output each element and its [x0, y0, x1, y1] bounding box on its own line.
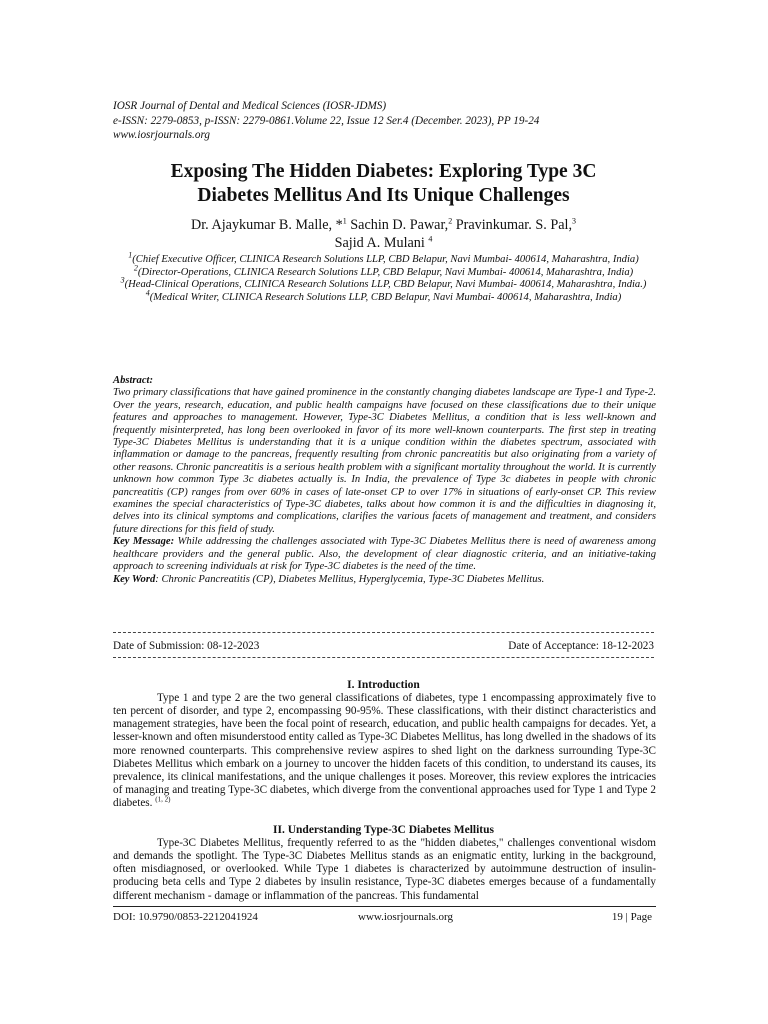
key-message [113, 536, 656, 573]
abstract-section [113, 375, 656, 586]
introduction-paragraph [113, 692, 656, 810]
section-heading-understanding: II. Understanding Type-3C Diabetes Mellitus [273, 824, 494, 836]
abstract-text: Two primary classifications that have gained prominence in the constantly changing diabetes landscape are Type-1 and Type-2. Over the years, research, education, and public health campaigns have focused on these classifications due to their unique features and approaches to management. However, Type-3C Diabetes Mellitus, a condition that is less well-known and frequently misinterpreted, has long been overlooked in favor of its more well-known counterparts. The first step in treating Type-3C Diabetes Mellitus is understanding that it is a unique condition within the diabetes spectrum, associated with inflammation or damage to the pancreas, frequently resulting from chronic pancreatitis but also originating from a variety of other reasons. Chronic pancreatitis is a serious health problem with a significant mortality throughout the world. It is currently unknown how common Type 3c diabetes actually is. In India, the prevalence of Type 3c diabetes in people with chronic pancreatitis (CP) ranges from over 60% in cases of late-onset CP to over 17% in situations of early-onset CP. This review examines the special characteristics of Type-3C diabetes, talks about how common it is and the difficulties in diagnosing it, delves into its clinical symptoms and complications, clarifies the various facets of management and treatment, and considers future directions for this field of study. [113, 387, 656, 535]
author-line-1 [113, 216, 654, 234]
affiliation-3-text: (Head-Clinical Operations, CLINICA Research Solutions LLP, CBD Belapur, Navi Mumbai- 400614, Maharashtra, India.) [124, 279, 647, 291]
author-3: Pravinkumar. S. Pal, [452, 217, 572, 233]
divider-bottom [113, 657, 654, 658]
understanding-paragraph: Type-3C Diabetes Mellitus, frequently referred to as the "hidden diabetes," challenges conventional wisdom and demands the spotlight. The Type-3C Diabetes Mellitus stands as an enigmatic entity, lurking in the background, often misdiagnosed, or overlooked. While Type 1 diabetes is characterized by autoimmune destruction of insulin-producing beta cells and Type 2 diabetes by insulin resistance, Type-3C diabetes emerges because of a fundamentally different mechanism - damage or inflammation of the pancreas. This fundamental [113, 837, 656, 902]
section-heading-introduction: I. Introduction [347, 679, 420, 691]
journal-name: IOSR Journal of Dental and Medical Sciences (IOSR-JDMS) [113, 100, 387, 112]
footer-doi[interactable]: DOI: 10.9790/0853-2212041924 [113, 911, 258, 923]
footer-page-number: 19 | Page [611, 911, 652, 923]
author-2-affil: 2 [448, 216, 453, 226]
affiliation-4-num: 4 [145, 288, 150, 298]
key-message-text: While addressing the challenges associated with Type-3C Diabetes Mellitus there is need of awareness among healthcare providers and the general public. Also, the development of clear diagnostic criteria, and an initiative-taking approach to screening individuals at risk for Type-3C diabetes is the need of the time. [113, 536, 656, 573]
introduction-text: Type 1 and type 2 are the two general classifications of diabetes, type 1 encompassing approximately five to ten percent of disorder, and type 2, encompassing 90-95%. These classifications, with their distinct characteristics and management strategies, have been the focal point of research, education, and public health campaigns for decades. Yet, a lesser-known and often misunderstood entity called as Type-3C Diabetes Mellitus, has long dwelled in the shadows of its more renowned counterparts. This comprehensive review aspires to shed light on the darkness surrounding Type-3C Diabetes Mellitus which embark on a journey to uncover the hidden facets of this condition, to understand its causes, its prevalence, its clinical manifestations, and the unique challenges it poses. Moreover, this review explores the intricacies of managing and treating Type-3C diabetes, which diverge from the conventional approaches used for Type 1 and Type 2 diabetes. [113, 692, 656, 810]
affiliation-1-text: (Chief Executive Officer, CLINICA Research Solutions LLP, CBD Belapur, Navi Mumbai- 400614, Maharashtra, India) [132, 254, 639, 265]
divider-top [113, 632, 654, 633]
title-line-1: Exposing The Hidden Diabetes: Exploring Type 3C [170, 161, 597, 182]
journal-header [113, 99, 658, 143]
date-of-submission: Date of Submission: 08-12-2023 [113, 640, 260, 652]
author-line-2 [113, 234, 654, 252]
journal-website[interactable]: www.iosrjournals.org [113, 129, 210, 141]
key-words [113, 574, 656, 586]
author-4-affil: 4 [428, 234, 433, 244]
author-4: Sajid A. Mulani [334, 235, 429, 251]
key-message-label: Key Message: [113, 536, 175, 548]
affiliation-1-num: 1 [128, 250, 133, 260]
footer-divider [113, 906, 656, 907]
journal-issn: e-ISSN: 2279-0853, p-ISSN: 2279-0861.Volume 22, Issue 12 Ser.4 (December. 2023), PP 19-24 [113, 114, 540, 127]
author-3-affil: 3 [572, 216, 576, 226]
affiliation-2 [113, 263, 654, 280]
date-of-acceptance: Date of Acceptance: 18-12-2023 [508, 640, 654, 652]
author-list [113, 216, 654, 252]
affiliation-4 [113, 288, 654, 305]
affiliation-2-text: (Director-Operations, CLINICA Research Solutions LLP, CBD Belapur, Navi Mumbai- 400614, Maharashtra, India) [137, 266, 634, 278]
abstract-label: Abstract: [113, 375, 154, 386]
author-1: Dr. Ajaykumar B. Malle, * [190, 217, 343, 233]
affiliation-3 [113, 275, 654, 292]
affiliation-3-num: 3 [120, 275, 125, 285]
introduction-citation[interactable]: (1, 2) [155, 795, 171, 804]
title-line-2: Diabetes Mellitus And Its Unique Challenges [197, 185, 570, 206]
affiliation-1 [113, 250, 654, 267]
key-word-label: Key Word [113, 573, 156, 585]
footer-website[interactable]: www.iosrjournals.org [358, 911, 454, 923]
affiliation-2-num: 2 [133, 263, 138, 273]
affiliation-list [113, 250, 654, 304]
author-1-affil: 1 [342, 216, 347, 226]
author-2: Sachin D. Pawar, [346, 217, 449, 233]
key-word-text: : Chronic Pancreatitis (CP), Diabetes Mellitus, Hyperglycemia, Type-3C Diabetes Mellitus. [155, 573, 545, 585]
paper-title [113, 160, 654, 208]
affiliation-4-text: (Medical Writer, CLINICA Research Solutions LLP, CBD Belapur, Navi Mumbai- 400614, Maharashtra, India) [149, 291, 622, 303]
